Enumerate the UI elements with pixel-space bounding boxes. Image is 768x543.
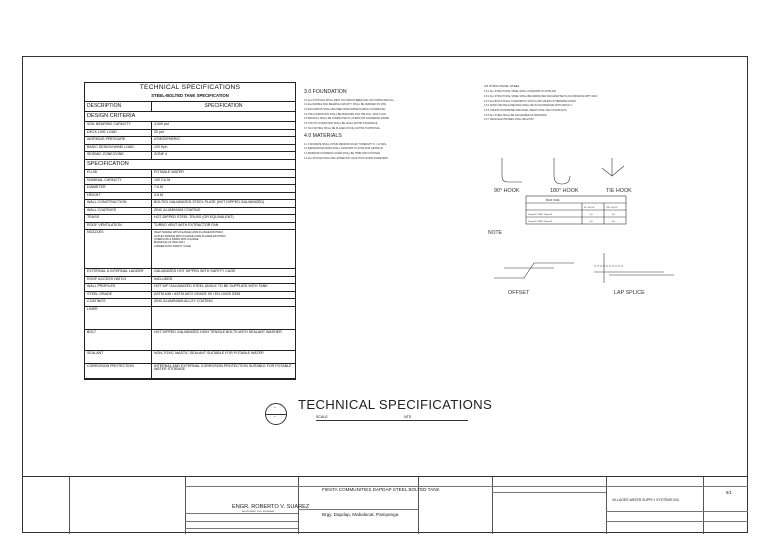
nozzle-notes bbox=[152, 230, 295, 268]
note-label: NOTE bbox=[488, 230, 502, 236]
general-notes-column-2 bbox=[304, 86, 472, 314]
nozzle-note: OUTLET NOZZLE WITH FLANGE (ANSI FLANGE DIN PN16) bbox=[154, 234, 226, 238]
spec-rows bbox=[85, 170, 295, 230]
hook-table-cell: 20mm Ø THRU 25mm Ø bbox=[528, 221, 553, 223]
spec-row-label: BOLT bbox=[85, 330, 152, 350]
spec-row-label: WALL CONSTRUCTION bbox=[85, 200, 152, 207]
col3-lines bbox=[484, 90, 664, 122]
hook-table-cell: 5d bbox=[612, 221, 615, 223]
foundation-heading: 3.0 FOUNDATION bbox=[304, 89, 347, 95]
nozzles-label: NOZZLES bbox=[85, 230, 152, 268]
note-line: 4.5.6 ALL STEEL SHALL BE GALVANIZED AS SPECIFIED bbox=[484, 113, 547, 117]
nozzle-note: MANHOLE (24 INCH DIA.) bbox=[154, 241, 185, 245]
note-line: 4.5.3 ALL BOLTS SHALL CONFORM TO ASTM A-325 UNLESS OTHERWISE NOTED bbox=[484, 99, 576, 103]
design-criteria-heading: DESIGN CRITERIA bbox=[85, 112, 295, 123]
spec-row bbox=[85, 178, 295, 186]
col-description: DESCRIPTION bbox=[85, 102, 152, 111]
spec-row-label: TRUSS bbox=[85, 215, 152, 222]
spec-row-label: DECK LIVE LOAD bbox=[85, 130, 152, 137]
hook-table-header-90: 90° HOOK bbox=[584, 207, 595, 209]
note-line: 3.7 NO FOOTING SHALL BE PLACED ON FILL WITHOUT APPROVAL bbox=[304, 126, 380, 130]
note-line: 4.1 CONCRETE SHALL ATTAIN MINIMUM 28-DAY STRENGTH f'c = 21 MPa bbox=[304, 142, 387, 146]
rebar-hook-details bbox=[484, 148, 674, 318]
spec-row-value: HOT DIP GALVANIZED STEEL ANGLE TO BE SUPPLIED WITH TANK bbox=[154, 284, 268, 289]
spec-row-label: SOIL BEARING CAPACITY bbox=[85, 122, 152, 129]
owner-name: VILLAGES WATER SUPPLY SYSTEMS INC. bbox=[612, 498, 681, 502]
note-line: 3.4 THE FOUNDATION SHALL BE DESIGNED FOR THE FULL TANK LOAD bbox=[304, 112, 386, 116]
criteria-rows bbox=[85, 122, 295, 160]
spec-table bbox=[84, 82, 296, 380]
materials-heading: 4.0 MATERIALS bbox=[304, 133, 342, 140]
engineer-subtitle: REGISTERED CIVIL ENGINEER bbox=[242, 511, 275, 513]
col2-material-lines bbox=[304, 143, 472, 161]
spec-row-value: 120 Kph bbox=[154, 144, 168, 149]
spec-row-value: ASTM A36 / ASTM A572 GRADE 50 / EN 10025 S355 bbox=[154, 291, 241, 296]
spec-row bbox=[85, 152, 295, 160]
lower-rows bbox=[85, 269, 295, 379]
spec-row-label: SEISMIC ZONE/ZONE bbox=[85, 152, 152, 159]
spec-row bbox=[85, 284, 295, 292]
hook-table-header-bar: BAR SIZE bbox=[546, 198, 560, 202]
hook-table-cell: 6d bbox=[590, 214, 593, 216]
nozzle-note: OVERFLOW & DRAIN WITH FLANGE bbox=[154, 238, 199, 242]
hook-label-90: 90° HOOK bbox=[494, 188, 520, 194]
project-location: Brgy. Dapdap, Mabalacat, Pampanga bbox=[322, 512, 399, 517]
spec-row-label: NOMINAL CAPACITY bbox=[85, 178, 152, 185]
spec-row bbox=[85, 277, 295, 285]
note-line: 3.1 ALL FOOTINGS SHALL REST ON UNDISTURBED SOIL OR COMPACTED FILL bbox=[304, 98, 394, 102]
spec-row-label: CORROSION PROTECTION bbox=[85, 364, 152, 378]
note-line: 4.5.4 SHOP AND FIELD WELDING SHALL BE IN ACCORDANCE WITH AWS D1.1 bbox=[484, 104, 573, 108]
spec-row-value: 7.6 M bbox=[154, 185, 163, 190]
scale-value: NTS bbox=[404, 415, 412, 419]
hook-90-drawing bbox=[502, 158, 522, 182]
spec-subtitle: STEEL-BOLTED TANK SPECIFICATION bbox=[151, 92, 229, 98]
hook-table-header-180: 180° HOOK bbox=[606, 207, 618, 209]
note-line: 4.5.2 ALL STRUCTURAL STEEL SHALL BE FABRICATED AND ERECTED IN ACCORDANCE WITH AISC bbox=[484, 95, 598, 99]
spec-row bbox=[85, 351, 295, 364]
sheet-number: 6/1 bbox=[726, 490, 732, 495]
spec-row-label: HEIGHT bbox=[85, 193, 152, 200]
tie-hook-drawing bbox=[602, 158, 624, 176]
title-block bbox=[22, 476, 748, 534]
spec-row bbox=[85, 170, 295, 178]
col2-foundation-lines bbox=[304, 99, 472, 131]
spec-row-value: ZINC ALUMINIUM COATING bbox=[154, 207, 201, 212]
spec-row-label: ROOF VENTILATION bbox=[85, 223, 152, 230]
spec-row-value: BOLTED GALVANIZED STEEL PLATE (HOT DIPPED GALVANIZED) bbox=[154, 200, 265, 205]
spec-row bbox=[85, 200, 295, 208]
spec-row-label: EXTERNAL & INTERNAL LADDER bbox=[85, 269, 152, 276]
spec-row bbox=[85, 292, 295, 300]
hook-table-cell: 10mm Ø THRU 16mm Ø bbox=[528, 214, 553, 216]
spec-row bbox=[85, 145, 295, 153]
note-line: 4.4 ALL SPLICES SHALL BE LAPPED NOT LESS THAN 40 BAR DIAMETERS bbox=[304, 156, 388, 160]
project-name: FIESTA COMMUNITIES DAPDAP STEEL BOLTED TANK bbox=[322, 487, 440, 492]
spec-row-value: ZONE 4 bbox=[154, 152, 167, 157]
hook-180-drawing bbox=[554, 158, 570, 184]
lap-splice-label: LAP SPLICE bbox=[614, 290, 645, 296]
nozzles-row bbox=[85, 230, 295, 269]
title-underline bbox=[316, 420, 468, 421]
spec-row bbox=[85, 215, 295, 223]
spec-column-header bbox=[85, 102, 295, 112]
hook-label-180: 180° HOOK bbox=[550, 188, 579, 194]
spec-row-value: INTERNAL AND EXTERNAL CORROSION PROTECTION SUITABLE FOR POTABLE WATER STORAGE bbox=[154, 363, 292, 372]
offset-label: OFFSET bbox=[508, 290, 530, 296]
spec-row-label: FLUID bbox=[85, 170, 152, 177]
note-line: 4.5.5 UNLESS OTHERWISE INDICATED, WELDS SHALL BE CONTINUOUS bbox=[484, 109, 567, 113]
spec-row-label: WALL COATINGS bbox=[85, 208, 152, 215]
spec-row-label: STEEL GRADE bbox=[85, 292, 152, 299]
spec-row bbox=[85, 193, 295, 201]
spec-row-value: NON-TOXIC MASTIC SEALANT SUITABLE FOR POTABLE WATER bbox=[154, 350, 264, 355]
note-line: 4.5.7 WELD ELECTRODES SHALL BE E70XX bbox=[484, 118, 534, 122]
spec-row-value: 30 psf bbox=[154, 129, 164, 134]
spec-row-value: ATMOSPHERIC bbox=[154, 137, 181, 142]
spec-row-label: WALL PROFILES bbox=[85, 284, 152, 291]
spec-row bbox=[85, 208, 295, 216]
spec-row-value bbox=[152, 307, 295, 329]
spec-row bbox=[85, 122, 295, 130]
scale-label: SCALE bbox=[316, 415, 328, 419]
note-line: 4.5.1 ALL STRUCTURAL STEEL SHALL CONFORM TO ASTM A36 bbox=[484, 90, 556, 94]
section-mark-top: - bbox=[274, 405, 276, 411]
spec-title: TECHNICAL SPECIFICATIONS bbox=[139, 84, 241, 91]
spec-row-label: LINER bbox=[85, 307, 152, 329]
spec-row bbox=[85, 130, 295, 138]
spec-row-value: POTABLE WATER bbox=[154, 170, 184, 175]
spec-row-value: HOT DIPPED GALVANIZED HIGH TENSILE BOLTS WITH SEALANT WASHER bbox=[154, 329, 282, 334]
spec-row-value: ZINC ALUMINIUM ALLOY COATING bbox=[154, 299, 213, 304]
spec-row-label: WORKING PRESSURE bbox=[85, 137, 152, 144]
note-line: 3.6 TOP OF FOUNDATION SHALL BE LEVEL WITHIN TOLERANCE bbox=[304, 121, 378, 125]
spec-row bbox=[85, 299, 295, 307]
spec-row bbox=[85, 185, 295, 193]
section-mark bbox=[265, 403, 287, 425]
note-line: 3.2 ALLOWABLE SOIL BEARING CAPACITY SHALL BE VERIFIED ON SITE bbox=[304, 103, 387, 107]
spec-row bbox=[85, 307, 295, 330]
spec-row-value: 100 CU.M bbox=[154, 177, 171, 182]
hook-table-cell: 8d bbox=[590, 221, 593, 223]
general-notes-column-3 bbox=[484, 84, 664, 123]
offset-drawing bbox=[494, 263, 574, 278]
spec-row bbox=[85, 330, 295, 351]
spec-row bbox=[85, 223, 295, 231]
nozzle-note: LADDER WITH SAFETY CAGE bbox=[154, 244, 191, 248]
hook-label-tie: TIE HOOK bbox=[606, 188, 632, 194]
spec-row-value: 4,000 psf bbox=[154, 122, 169, 127]
spec-row-value: HOT-DIPPED STEEL TRUSS (OR EQUIVALENT) bbox=[154, 215, 234, 220]
nozzle-note: INLET NOZZLE WITH FLANGE (ANSI FLANGE DIN PN16) bbox=[154, 231, 223, 235]
structural-steel-heading: 4.5 STRUCTURAL STEEL bbox=[484, 84, 520, 88]
spec-row-value: 3.6 M bbox=[154, 192, 163, 197]
spec-row-label: DIAMETER bbox=[85, 185, 152, 192]
note-line: 3.3 EXCAVATION SHALL BE FREE FROM WATER DURING CONCRETING bbox=[304, 107, 386, 111]
spec-row bbox=[85, 137, 295, 145]
drawing-title: TECHNICAL SPECIFICATIONS bbox=[298, 397, 493, 412]
col-specification: SPECIFICATION bbox=[204, 102, 243, 109]
spec-row-label: ROOF ACCESS HATCH bbox=[85, 277, 152, 284]
spec-row-value: INCLUDED bbox=[154, 276, 173, 281]
note-line: 4.3 MINIMUM CONCRETE COVER SHALL BE 75MM FOR FOOTINGS bbox=[304, 151, 381, 155]
specification-heading: SPECIFICATION bbox=[85, 160, 295, 171]
spec-row-label: BASIC DESIGN WIND LOAD bbox=[85, 145, 152, 152]
spec-header bbox=[85, 83, 295, 102]
note-line: 4.2 REINFORCING BARS SHALL CONFORM TO ASTM A615 GRADE 40 bbox=[304, 147, 383, 151]
spec-row-label: COATINGS bbox=[85, 299, 152, 306]
spec-row bbox=[85, 269, 295, 277]
spec-row-value: TURBO VENT WITH EXTRACTOR FAN bbox=[154, 222, 219, 227]
spec-row-value: GALVANIZED HOT DIPPED WITH SAFETY CAGE bbox=[154, 269, 236, 274]
engineer-name: ENGR. ROBERTO V. SUAREZ bbox=[232, 504, 310, 510]
spec-row bbox=[85, 364, 295, 379]
note-line: 3.5 BACKFILL SHALL BE COMPACTED IN LAYERS NOT EXCEEDING 200MM bbox=[304, 117, 389, 121]
lap-splice-drawing bbox=[594, 253, 674, 283]
section-mark-bottom: - bbox=[274, 414, 276, 420]
hook-table-cell: 4d bbox=[612, 214, 615, 216]
spec-row-label: SEALANT bbox=[85, 351, 152, 363]
